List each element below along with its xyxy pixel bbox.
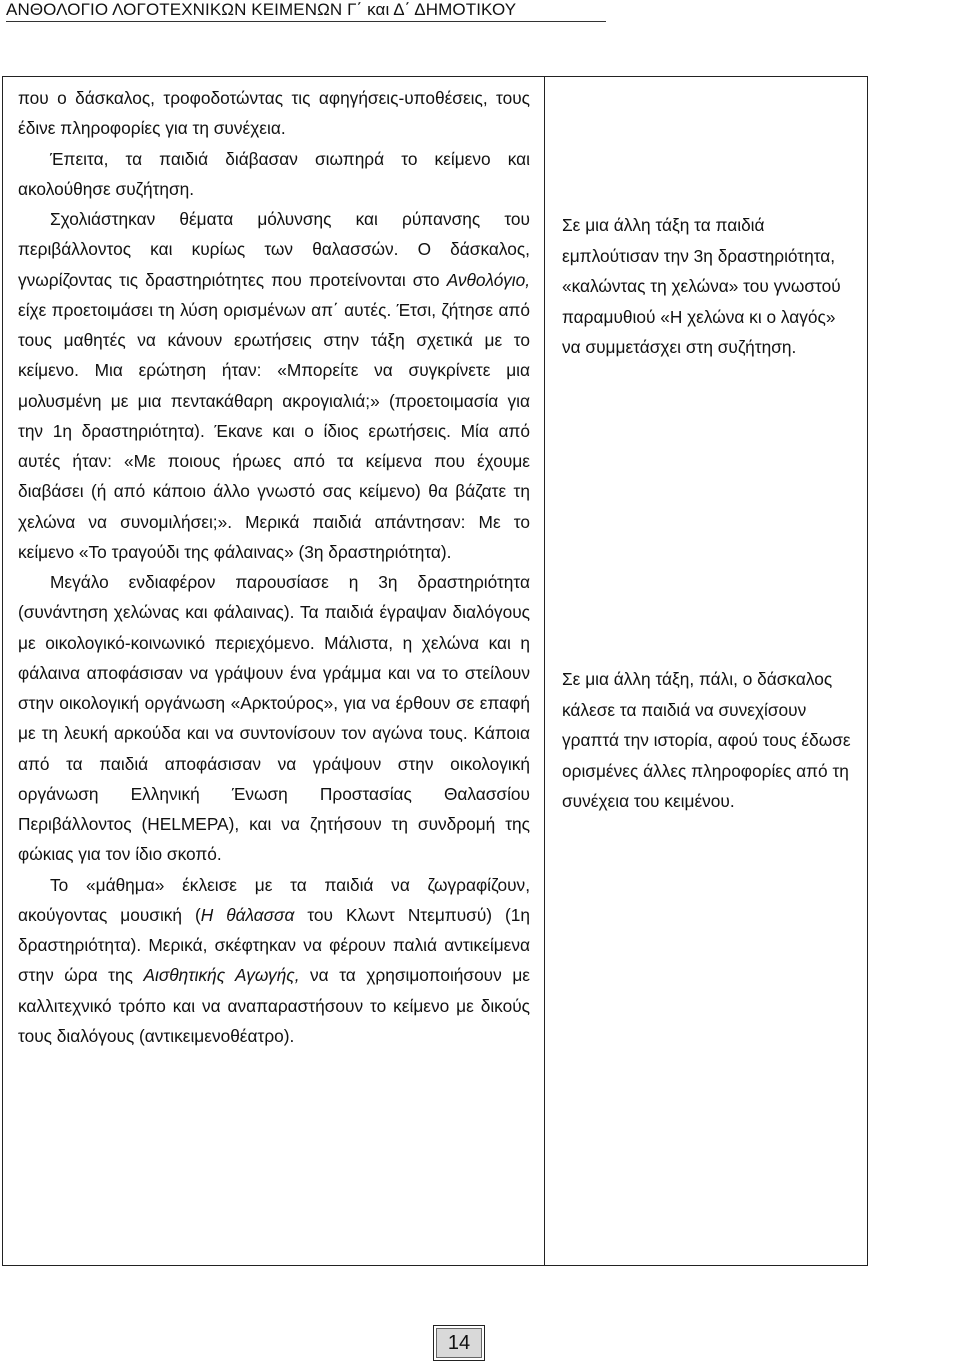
anthology-title-italic: Ανθολόγιο, bbox=[446, 269, 530, 290]
paragraph-3-part-a: Σχολιάστηκαν θέματα μόλυνσης και ρύπανσης του περιβάλλοντος και κυρίως των θαλασσών. Ο δάσκαλος, γνωρίζοντας τις δραστηριότητες που προτείνονται στο bbox=[18, 209, 530, 290]
side-note-1 bbox=[562, 210, 854, 363]
main-text-column bbox=[18, 83, 530, 1051]
paragraph-3 bbox=[18, 204, 530, 567]
side-note-2-text: Σε μια άλλη τάξη, πάλι, ο δάσκαλος κάλεσε τα παιδιά να συνεχίσουν γραπτά την ιστορία, αφού τους έδωσε ορισμένες άλλες πληροφορίες από τη συνέχεια του κειμένου. bbox=[562, 669, 851, 811]
paragraph-5-part-b: του Κλωντ Ντεμπυσύ) (1η δραστηριότητα). Μερικά, σκέφτηκαν να φέρουν παλιά αντικείμενα στην ώρα της bbox=[18, 904, 530, 986]
paragraph-5 bbox=[18, 870, 530, 1052]
running-header: ΑΝΘΟΛΟΓΙΟ ΛΟΓΟΤΕΧΝΙΚΩΝ ΚΕΙΜΕΝΩΝ Γ΄ και Δ΄ ΔΗΜΟΤΙΚΟΥ bbox=[6, 0, 606, 22]
side-note-2 bbox=[562, 664, 854, 817]
paragraph-4: Μεγάλο ενδιαφέρον παρουσίασε η 3η δραστηριότητα (συνάντηση χελώνας και φάλαινας). Τα παιδιά έγραψαν διαλόγους με οικολογικό-κοινωνικό περιεχόμενο. Μάλιστα, η χελώνα και η φάλαινα αποφάσισαν να γράψουν ένα γράμμα και να το στείλουν στην οικολογική οργάνωση «Αρκτούρος», για να έρθουν σε επαφή με τη λευκή αρκούδα και να συντονίσουν τον αγώνα τους. Κάποια από τα παιδιά αποφάσισαν να γράψουν στην οικολογική οργάνωση Ελληνική Ένωση Προστασίας Θαλασσίου Περιβάλλοντος (HELMEPA), και να ζητήσουν τη συνδρομή της φώκιας για τον ίδιο σκοπό. bbox=[18, 572, 530, 865]
side-note-1-text: Σε μια άλλη τάξη τα παιδιά εμπλούτισαν την 3η δραστηριότητα, «καλώντας τη χελώνα» του γνωστού παραμυθιού «Η χελώνα κι ο λαγός» να συμμετάσχει στη συζήτηση. bbox=[562, 215, 841, 357]
subject-name-italic: Αισθητικής Αγωγής, bbox=[143, 965, 300, 986]
column-divider bbox=[544, 76, 545, 1266]
music-title-italic: Η θάλασσα bbox=[200, 904, 295, 925]
paragraph-2: Έπειτα, τα παιδιά διάβασαν σιωπηρά το κείμενο και ακολούθησε συζήτηση. bbox=[18, 148, 530, 199]
paragraph-5-part-a: Το «μάθημα» έκλεισε με τα παιδιά να ζωγραφίζουν, ακούγοντας μουσική ( bbox=[18, 874, 530, 925]
paragraph-5-part-c: να τα χρησιμοποιήσουν με καλλιτεχνικό τρόπο και να αναπαραστήσουν το κείμενο με δικούς τους διαλόγους (αντικειμενοθέατρο). bbox=[18, 965, 530, 1046]
paragraph-1: που ο δάσκαλος, τροφοδοτώντας τις αφηγήσεις-υποθέσεις, τους έδινε πληροφορίες για τη συνέχεια. bbox=[18, 88, 530, 139]
page-number: 14 bbox=[436, 1328, 482, 1358]
paragraph-3-part-b: είχε προετοιμάσει τη λύση ορισμένων απ΄ αυτές. Έτσι, ζήτησε από τους μαθητές να κάνουν ερωτήσεις στην τάξη σχετικά με το κείμενο. Μια ερώτηση ήταν: «Μπορείτε να συγκρίνετε μια μολυσμένη με μια πεντακάθαρη ακρογιαλιά;» (προετοιμασία για την 1η δραστηριότητα). Έκανε και ο ίδιος ερωτήσεις. Μία από αυτές ήταν: «Με ποιους ήρωες από τα κείμενα που έχουμε διαβάσει (ή από κάποιο άλλο γνωστό σας κείμενο) θα βάζατε τη χελώνα να συνομιλήσει;». Μερικά παιδιά απάντησαν: Με το κείμενο «Το τραγούδι της φάλαινας» (3η δραστηριότητα). bbox=[18, 299, 530, 562]
page-number-box bbox=[433, 1325, 485, 1361]
